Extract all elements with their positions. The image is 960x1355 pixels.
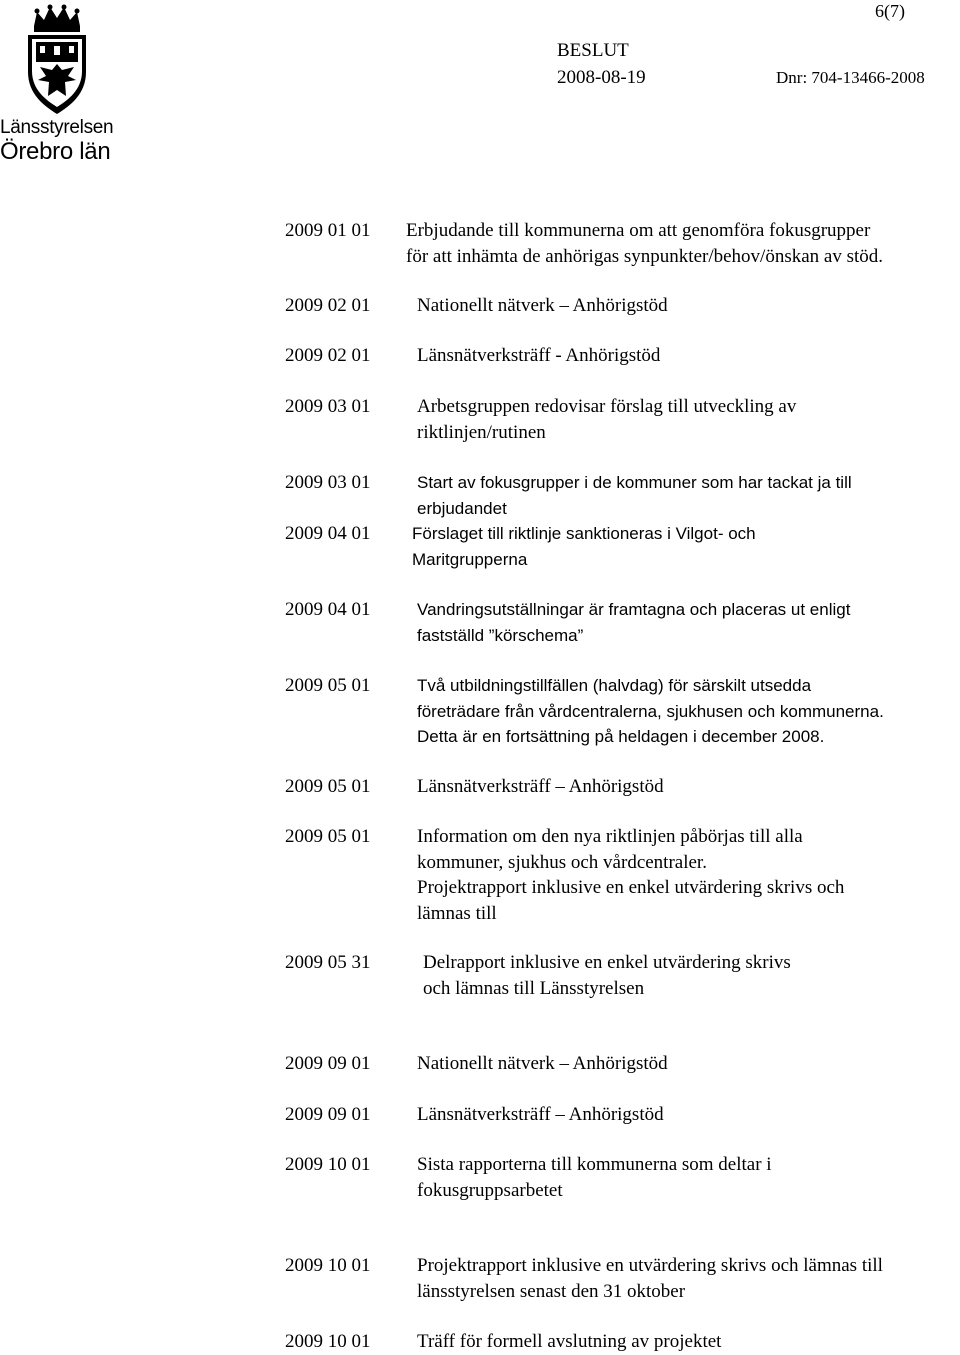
- logo-organization-text: Länsstyrelsen: [0, 117, 114, 138]
- entry-text: Länsnätverksträff – Anhörigstöd: [417, 1104, 664, 1125]
- logo-county-text: Örebro län: [0, 138, 111, 165]
- entry-date: 2009 05 01: [285, 776, 371, 797]
- page-number: 6(7): [875, 1, 905, 21]
- entry-date: 2009 05 31: [285, 952, 371, 973]
- entry-text: Sista rapporterna till kommunerna som deltar i fokusgruppsarbetet: [417, 1154, 772, 1201]
- entry-date: 2009 04 01: [285, 599, 371, 620]
- entry-date: 2009 05 01: [285, 675, 371, 696]
- entry-date: 2009 09 01: [285, 1104, 371, 1125]
- entry-text: Två utbildningstillfällen (halvdag) för särskilt utsedda företrädare från vårdcentralerna, sjukhusen och kommunerna. Detta är en fortsättning på heldagen i december 2008.: [417, 676, 884, 746]
- entry-text: Träff för formell avslutning av projektet: [417, 1331, 722, 1352]
- entry-date: 2009 01 01: [285, 220, 371, 241]
- document-date: 2008-08-19: [557, 67, 646, 88]
- entry-date: 2009 03 01: [285, 396, 371, 417]
- entry-text: Delrapport inklusive en enkel utvärdering skrivs och lämnas till Länsstyrelsen: [423, 952, 791, 999]
- entry-date: 2009 04 01: [285, 523, 371, 544]
- entry-text: Nationellt nätverk – Anhörigstöd: [417, 295, 668, 316]
- entry-date: 2009 10 01: [285, 1255, 371, 1276]
- entry-text: Arbetsgruppen redovisar förslag till utveckling av riktlinjen/rutinen: [417, 396, 797, 443]
- entry-text: Information om den nya riktlinjen påbörjas till alla kommuner, sjukhus och vårdcentraler. Projektrapport inklusive en enkel utvärdering skrivs och lämnas till: [417, 826, 845, 924]
- entry-text: Förslaget till riktlinje sanktioneras i Vilgot- och Maritgrupperna: [412, 524, 756, 569]
- entry-date: 2009 10 01: [285, 1154, 371, 1175]
- entry-date: 2009 05 01: [285, 826, 371, 847]
- document-reference: Dnr: 704-13466-2008: [776, 68, 925, 87]
- entry-text: Vandringsutställningar är framtagna och placeras ut enligt fastställd ”körschema”: [417, 600, 851, 645]
- entry-date: 2009 03 01: [285, 472, 371, 493]
- entry-text: Länsnätverksträff - Anhörigstöd: [417, 345, 661, 366]
- entry-date: 2009 02 01: [285, 345, 371, 366]
- entry-text: Erbjudande till kommunerna om att genomföra fokusgrupper för att inhämta de anhörigas synpunkter/behov/önskan av stöd.: [406, 220, 884, 267]
- document-type: BESLUT: [557, 40, 629, 61]
- entry-text: Länsnätverksträff – Anhörigstöd: [417, 776, 664, 797]
- entry-date: 2009 10 01: [285, 1331, 371, 1352]
- entry-text: Start av fokusgrupper i de kommuner som har tackat ja till erbjudandet: [417, 473, 852, 518]
- entry-text: Nationellt nätverk – Anhörigstöd: [417, 1053, 668, 1074]
- entry-date: 2009 02 01: [285, 295, 371, 316]
- coat-of-arms-icon: [22, 4, 92, 116]
- entry-date: 2009 09 01: [285, 1053, 371, 1074]
- entry-text: Projektrapport inklusive en utvärdering skrivs och lämnas till länsstyrelsen senast den 31 oktober: [417, 1255, 883, 1302]
- county-board-logo: [0, 4, 114, 164]
